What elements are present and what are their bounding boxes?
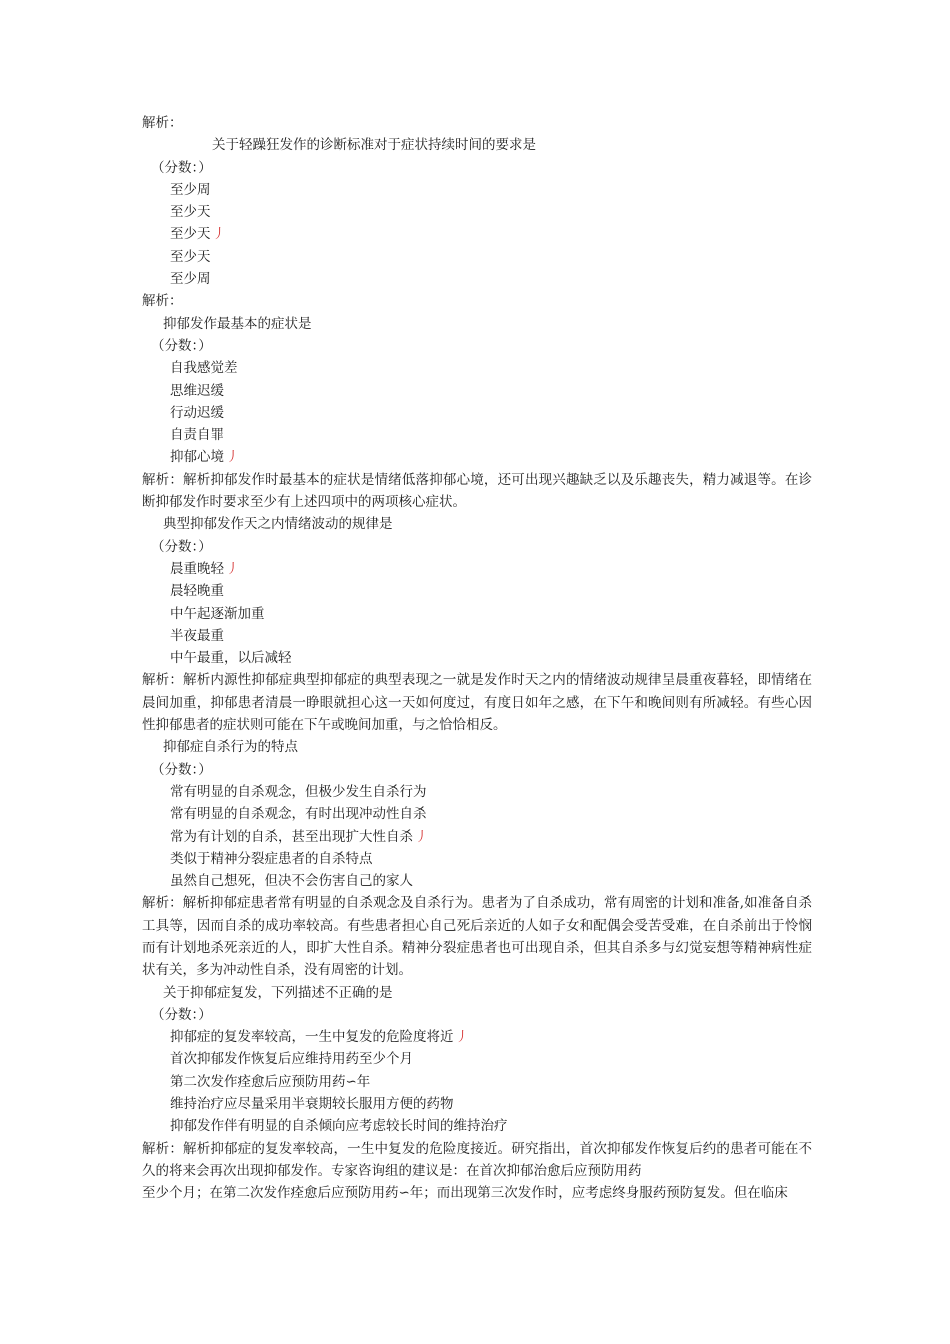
option[interactable]: 第二次发作痊愈后应预防用药∽年 [170,1073,371,1090]
option-correct[interactable]: 抑郁心境 丿 [170,449,240,466]
option[interactable]: 中午最重，以后减轻 [170,650,292,667]
analysis-text: 解析： [142,293,183,310]
option-correct[interactable]: 至少天 丿 [170,226,226,243]
option-correct[interactable]: 常为有计划的自杀，甚至出现扩大性自杀 丿 [170,828,429,845]
question-score: （分数：） [151,761,212,778]
correct-mark-icon: 丿 [212,227,226,243]
question-score: （分数：） [151,538,212,555]
option[interactable]: 自我感觉差 [170,360,238,377]
option[interactable]: 半夜最重 [170,627,224,644]
option[interactable]: 至少周 [170,271,211,288]
correct-mark-icon: 丿 [415,829,429,845]
analysis-text-continued: 至少个月；在第二次发作痊愈后应预防用药∽年；而出现第三次发作时，应考虑终身服药预防复发。但在临床 [142,1185,788,1202]
option[interactable]: 首次抑郁发作恢复后应维持用药至少个月 [170,1051,413,1068]
option[interactable]: 中午起逐渐加重 [170,605,265,622]
analysis-text: 解析：解析抑郁症的复发率较高，一生中复发的危险度接近。研究指出，首次抑郁发作恢复后约的患者可能在不久的将来会再次出现抑郁发作。专家咨询组的建议是：在首次抑郁治愈后应预防用药 [142,1140,812,1179]
analysis-text: 解析：解析内源性抑郁症典型抑郁症的典型表现之一就是发作时天之内的情绪波动规律呈晨重夜暮轻，即情绪在晨间加重，抑郁患者清晨一睁眼就担心这一天如何度过，有度日如年之感，在下午和晚间则有所减轻。有些心因性抑郁患者的症状则可能在下午或晚间加重，与之恰恰相反。 [142,672,812,734]
correct-mark-icon: 丿 [226,561,240,577]
analysis-label: 解析： [142,115,183,131]
option[interactable]: 行动迟缓 [170,404,224,421]
option[interactable]: 至少周 [170,181,211,198]
option[interactable]: 抑郁发作伴有明显的自杀倾向应考虑较长时间的维持治疗 [170,1118,508,1135]
option[interactable]: 思维迟缓 [170,382,224,399]
question-stem: 关于轻躁狂发作的诊断标准对于症状持续时间的要求是 [212,137,536,154]
option[interactable]: 虽然自己想死，但决不会伤害自己的家人 [170,873,413,890]
option[interactable]: 常有明显的自杀观念，但极少发生自杀行为 [170,783,427,800]
option[interactable]: 至少天 [170,204,211,221]
question-score: （分数：） [151,337,212,354]
option[interactable]: 维持治疗应尽量采用半衰期较长服用方便的药物 [170,1096,454,1113]
question-score: （分数：） [151,1006,212,1023]
option[interactable]: 常有明显的自杀观念，有时出现冲动性自杀 [170,806,427,823]
question-stem: 典型抑郁发作天之内情绪波动的规律是 [163,516,393,533]
option[interactable]: 至少天 [170,248,211,265]
question-stem: 抑郁发作最基本的症状是 [163,315,312,332]
option[interactable]: 自责自罪 [170,427,224,444]
question-stem: 关于抑郁症复发，下列描述不正确的是 [163,984,393,1001]
option[interactable]: 晨轻晚重 [170,583,224,600]
analysis-text: 解析：解析抑郁发作时最基本的症状是情绪低落抑郁心境，还可出现兴趣缺乏以及乐趣丧失，精力减退等。在诊断抑郁发作时要求至少有上述四项中的两项核心症状。 [142,471,812,511]
question-score: （分数：） [151,159,212,176]
correct-mark-icon: 丿 [226,450,240,466]
option-correct[interactable]: 抑郁症的复发率较高，一生中复发的危险度将近 丿 [170,1029,469,1046]
document-body [142,112,812,1205]
analysis-text: 解析：解析抑郁症患者常有明显的自杀观念及自杀行为。患者为了自杀成功，常有周密的计划和准备,如准备自杀工具等，因而自杀的成功率较高。有些患者担心自己死后亲近的人如子女和配偶会受苦受难，在自杀前出于怜悯而有计划地杀死亲近的人，即扩大性自杀。精神分裂症患者也可出现自杀，但其自杀多与幻觉妄想等精神病性症状有关，多为冲动性自杀，没有周密的计划。 [142,895,812,979]
option[interactable]: 类似于精神分裂症患者的自杀特点 [170,850,373,867]
question-stem: 抑郁症自杀行为的特点 [163,739,298,756]
option-correct[interactable]: 晨重晚轻 丿 [170,560,240,577]
correct-mark-icon: 丿 [455,1030,469,1046]
